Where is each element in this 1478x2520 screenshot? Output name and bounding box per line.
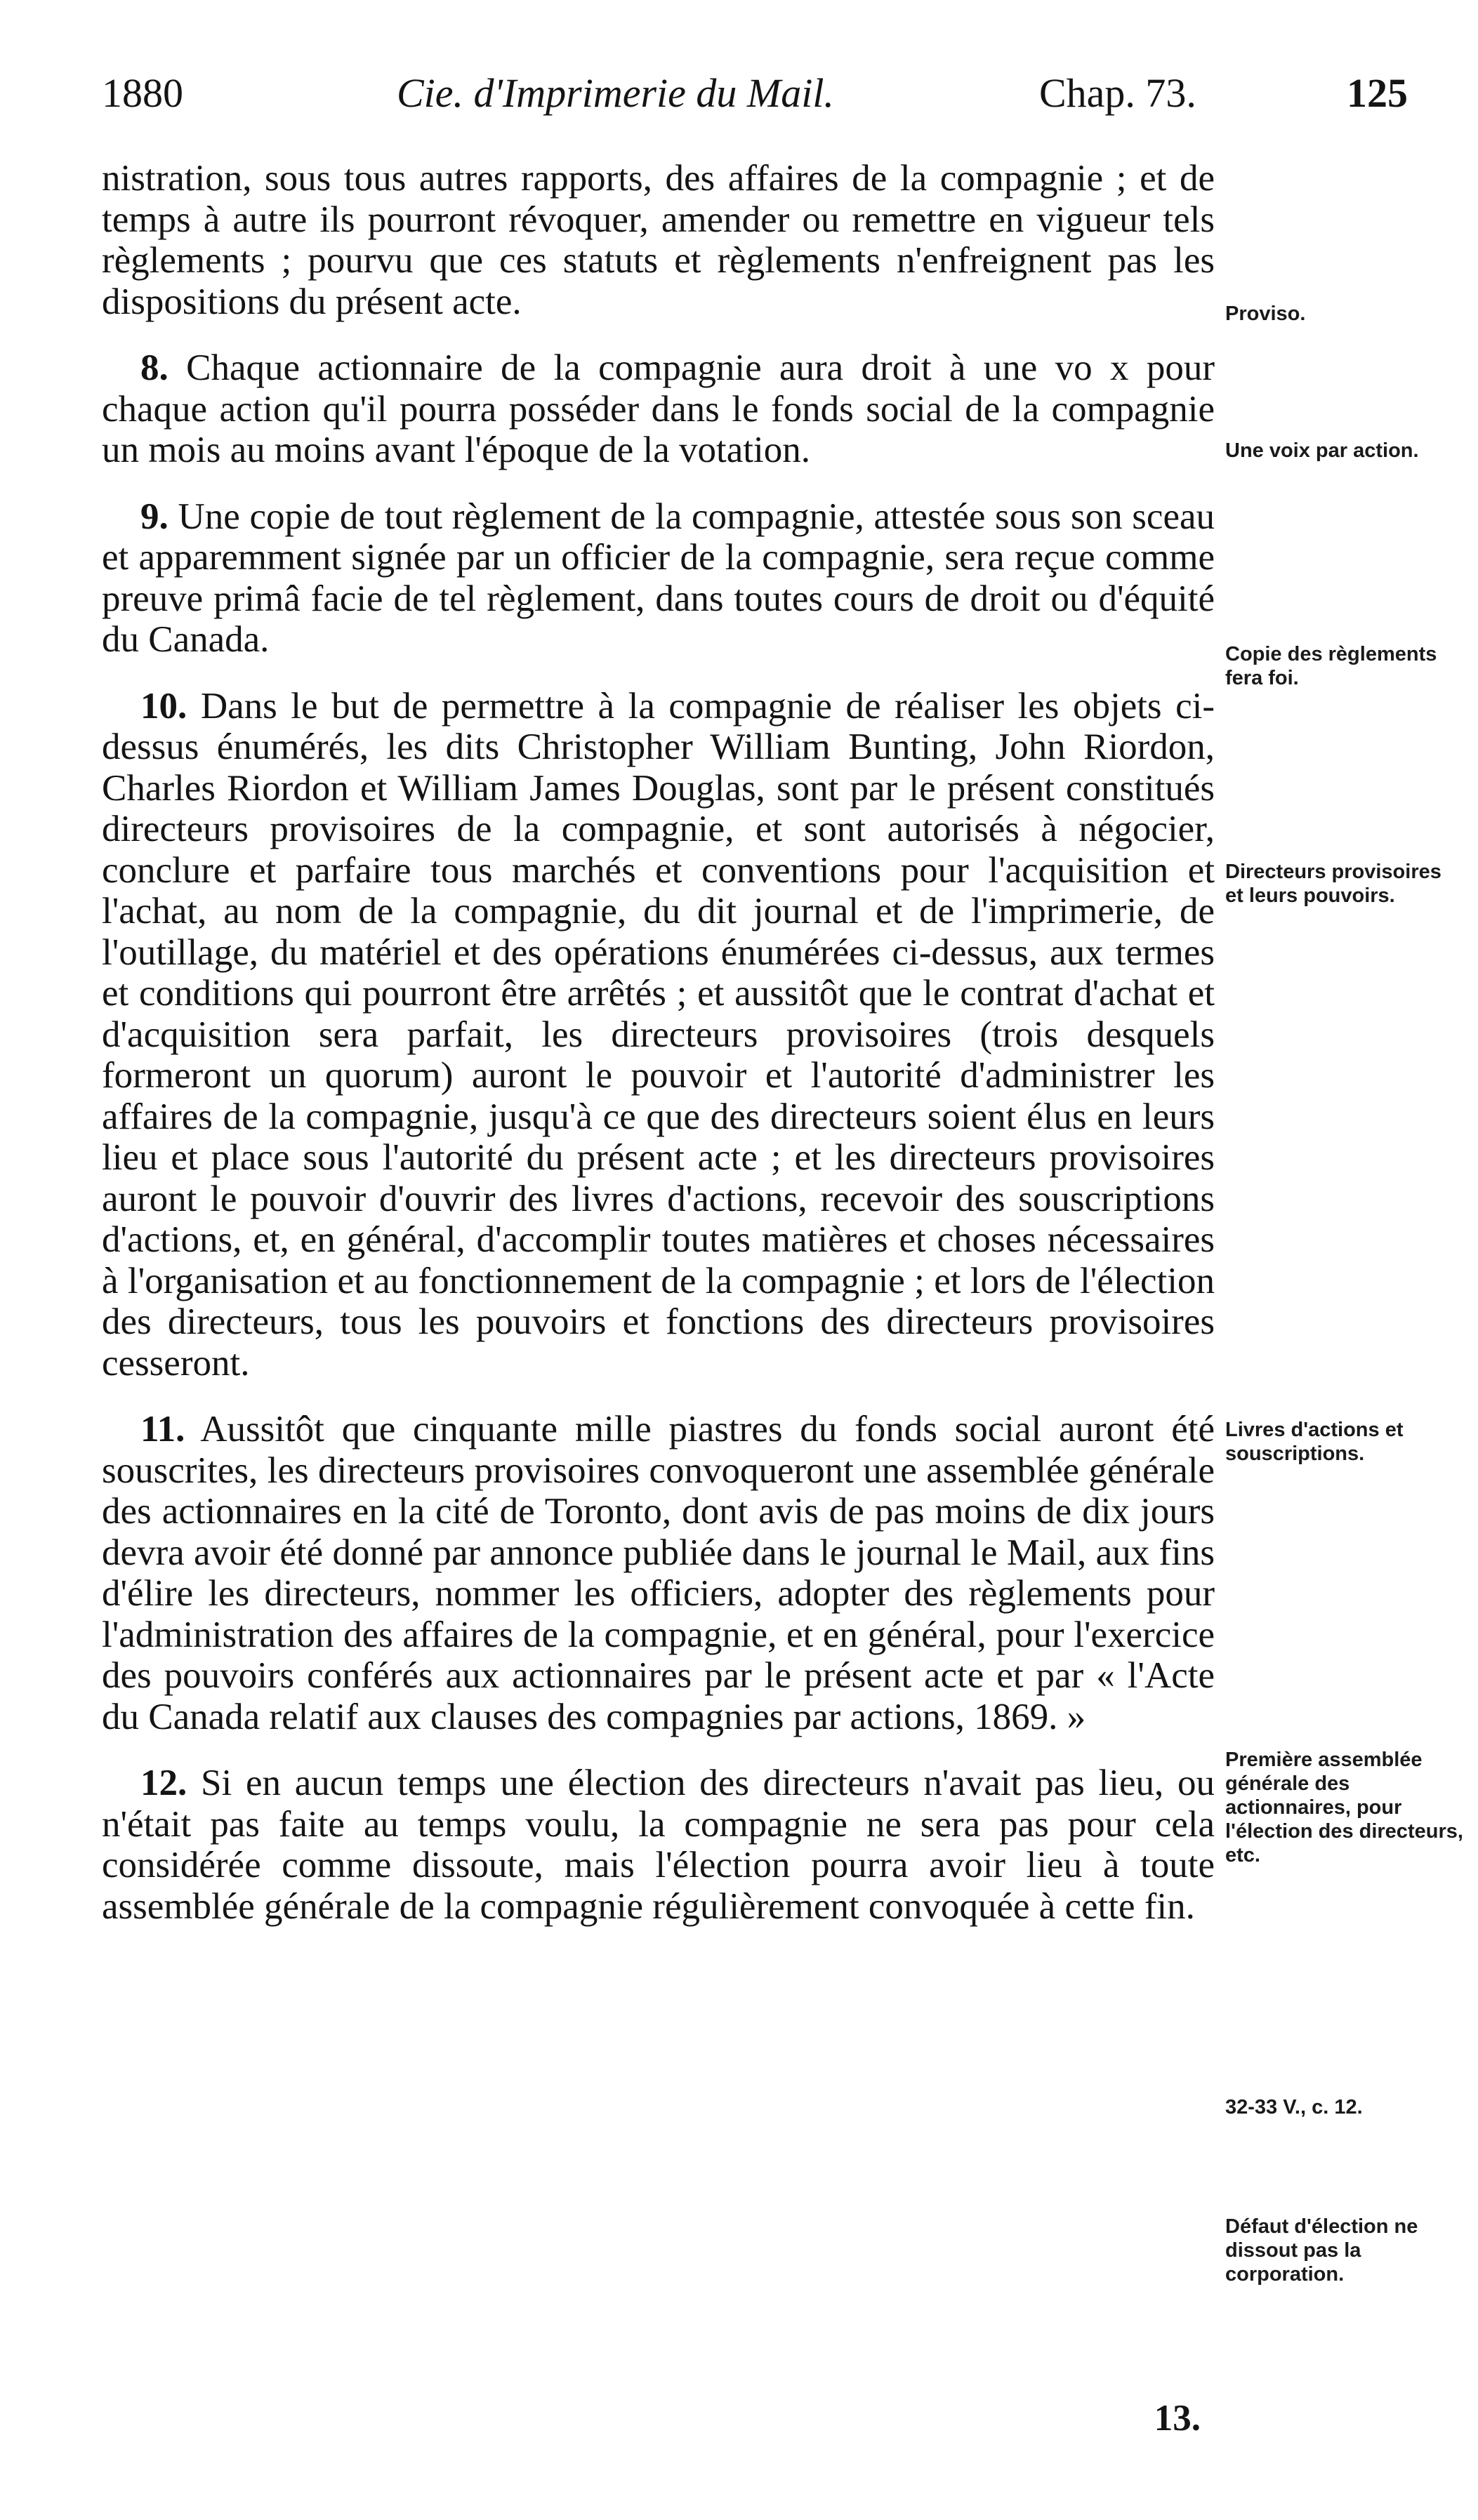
margin-note-bylaws-evidence: Copie des règlements fera foi. (1225, 643, 1437, 689)
paragraph-text: Si en aucun temps une élection des directeurs n'avait pas lieu, ou n'était pas faite au temps voulu, la compagnie ne sera pas pour cela considérée comme dissoute, mais l'élection pourra avoir lieu à toute assemblée générale de la compagnie régulièrement convoquée à cette fin. (102, 1763, 1215, 1927)
paragraph-section-12 (102, 1763, 1215, 1927)
margin-note-voting: Une voix par action. (1225, 439, 1419, 462)
paragraph-section-9 (102, 496, 1215, 661)
paragraph-text: Aussitôt que cinquante mille piastres du fonds social auront été souscrites, les directeurs provisoires convoqueront une assemblée générale des actionnaires en la cité de Toronto, dont avis de pas moins de dix jours devra avoir été donné par annonce publiée dans le journal le Mail, aux fins d'élire les directeurs, nommer les officiers, adopter des règlements pour l'administration des affaires de la compagnie, et en général, pour l'exercice des pouvoirs conférés aux actionnaires par le présent acte et par « l'Acte du Canada relatif aux clauses des compagnies par actions, 1869. » (102, 1409, 1215, 1737)
body-text (102, 158, 1215, 1927)
margin-note-provisional-directors: Directeurs provisoires et leurs pouvoirs. (1225, 861, 1441, 907)
catchword: 13. (1154, 2398, 1201, 2439)
header-page-number: 125 (1347, 70, 1408, 116)
section-number: 8. (140, 347, 169, 388)
section-number: 11. (140, 1409, 185, 1450)
paragraph-section-11 (102, 1409, 1215, 1737)
paragraph-text: Dans le but de permettre à la compagnie de réaliser les objets ci-dessus énumérés, les dits Christopher William Bunting, John Riordon, Charles Riordon et William James Douglas, sont par le présent constitués directeurs provisoires de la compagnie, et sont autorisés à négocier, conclure et parfaire tous marchés et conventions pour l'acquisition et l'achat, au nom de la compagnie, du dit journal et de l'imprimerie, de l'outillage, du matériel et des opérations énumérées ci-dessus, aux termes et conditions qui pourront être arrêtés ; et aussitôt que le contrat d'achat et d'acquisition sera parfait, les directeurs provisoires (trois desquels formeront un quorum) auront le pouvoir et l'autorité d'administrer les affaires de la compagnie, jusqu'à ce que des directeurs soient élus en leurs lieu et place sous l'autorité du présent acte ; et les directeurs provisoires auront le pouvoir d'ouvrir des livres d'actions, recevoir des souscriptions d'actions, et, en général, d'accomplir toutes matières et choses nécessaires à l'organisation et au fonctionnement de la compagnie ; et lors de l'élection des directeurs, tous les pouvoirs et fonctions des directeurs provisoires cesseront. (102, 685, 1215, 1384)
header-year: 1880 (102, 70, 183, 116)
section-number: 12. (140, 1763, 187, 1803)
paragraph-7-continued (102, 158, 1215, 322)
paragraph-text: Une copie de tout règlement de la compagnie, attestée sous son sceau et apparemment signée par un officier de la compagnie, sera reçue comme preuve primâ facie de tel règlement, dans toutes cours de droit ou d'équité du Canada. (102, 496, 1215, 660)
paragraph-text: nistration, sous tous autres rapports, des affaires de la compagnie ; et de temps à autre ils pourront révoquer, amender ou remettre en vigueur tels règlements ; pourvu que ces statuts et règlements n'enfreignent pas les dispositions du présent acte. (102, 158, 1215, 322)
header-title: Cie. d'Imprimerie du Mail. (397, 70, 834, 116)
margin-note-failure-to-elect: Défaut d'élection ne dissout pas la corporation. (1225, 2215, 1418, 2286)
paragraph-section-8 (102, 347, 1215, 471)
paragraph-text: Chaque actionnaire de la compagnie aura droit à une vo x pour chaque action qu'il pourra posséder dans le fonds social de la compagnie un mois au moins avant l'époque de la votation. (102, 347, 1215, 470)
paragraph-section-10 (102, 686, 1215, 1384)
header-chapter: Chap. 73. (1039, 70, 1196, 116)
section-number: 9. (140, 496, 169, 537)
margin-note-first-meeting: Première assemblée générale des actionnaires, pour l'élection des directeurs, etc. (1225, 1749, 1463, 1866)
running-header (102, 62, 1408, 125)
margin-note-statute-reference: 32-33 V., c. 12. (1225, 2096, 1363, 2118)
margin-note-stock-books: Livres d'actions et souscriptions. (1225, 1419, 1404, 1465)
margin-note-proviso: Proviso. (1225, 303, 1306, 325)
section-number: 10. (140, 685, 187, 727)
